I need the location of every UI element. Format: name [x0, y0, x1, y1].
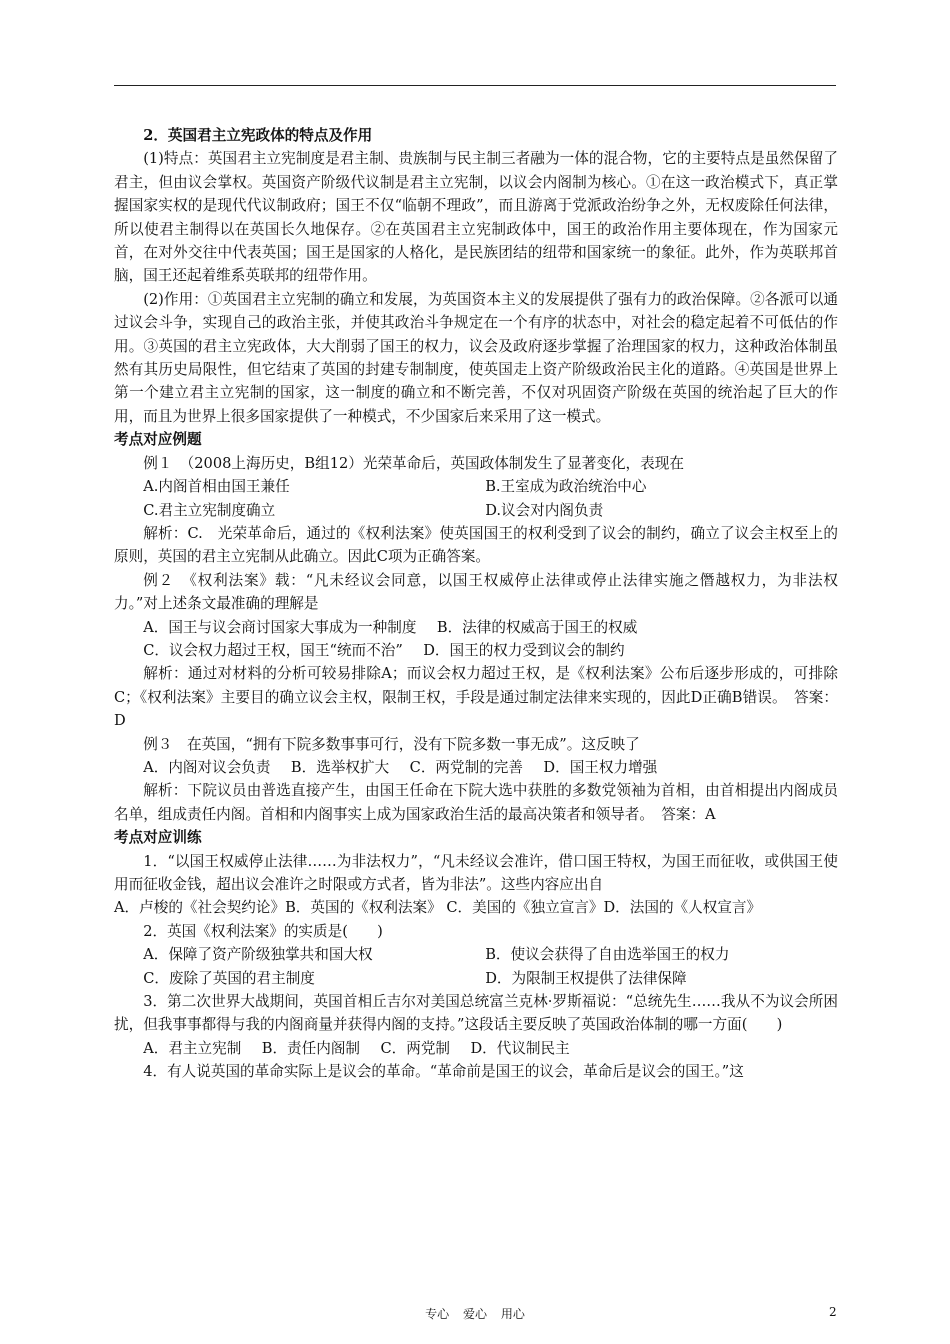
example-2-question: 例２ 《权利法案》载：“凡未经议会同意，以国王权威停止法律或停止法律实施之僭越权力，为非法权力。”对上述条文最准确的理解是	[114, 571, 838, 613]
example-3-options	[114, 756, 838, 779]
example-2-options-row-1	[114, 616, 838, 639]
examples-heading: 考点对应例题	[114, 431, 202, 449]
question-3-option-a: A．君主立宪制	[143, 1039, 242, 1057]
question-3-option-c: C．两党制	[380, 1039, 451, 1057]
question-3-option-d: D．代议制民主	[470, 1039, 570, 1057]
example-3-option-a: A．内阁对议会负责	[143, 758, 271, 776]
example-3-option-b: B．选举权扩大	[290, 758, 390, 776]
example-2-option-c: C．议会权力超过王权，国王“统而不治”	[143, 641, 403, 659]
example-1-option-a: A.内阁首相由国王兼任	[143, 478, 290, 496]
page-number: 2	[829, 1305, 837, 1319]
section-heading: 2．英国君主立宪政体的特点及作用	[143, 127, 373, 144]
example-1-question: 例１ （2008上海历史，B组12）光荣革命后，英国政体制发生了显著变化，表现在	[143, 454, 684, 472]
footer-word: 爱心	[462, 1307, 487, 1321]
example-1-option-c: C.君主立宪制度确立	[143, 501, 276, 519]
question-2-option-b: B．使议会获得了自由选举国王的权力	[485, 946, 730, 964]
example-1-option-b: B.王室成为政治统治中心	[485, 478, 647, 496]
example-3-question: 例３ 在英国，“拥有下院多数事事可行，没有下院多数一事无成”。这反映了	[143, 735, 640, 753]
question-2-option-a: A．保障了资产阶级独掌共和国大权	[143, 946, 373, 964]
question-2-options-row-2	[114, 967, 838, 990]
example-1-options-row-2	[114, 499, 838, 522]
question-3-options	[114, 1037, 838, 1060]
example-2-analysis: 解析：通过对材料的分析可较易排除A；而议会权力超过王权，是《权利法案》公布后逐步形成的，可排除C；《权利法案》主要目的确立议会主权，限制王权，手段是通过制定法律来实现的，因此D正确B错误。 答案：D	[114, 665, 838, 730]
page-body	[114, 124, 838, 1084]
example-1-analysis: 解析：C. 光荣革命后，通过的《权利法案》使英国国王的权利受到了议会的制约，确立了议会主权至上的原则，英国的君主立宪制从此确立。因此C项为正确答案。	[114, 524, 838, 566]
example-2-options-row-2	[114, 639, 838, 662]
question-3: 3．第二次世界大战期间，英国首相丘吉尔对美国总统富兰克林·罗斯福说：“总统先生……我从不为议会所困扰，但我事事都得与我的内阁商量并获得内阁的支持。”这段话主要反映了英国政治体制的哪一方面( )	[114, 993, 838, 1034]
example-3-option-c: C．两党制的完善	[409, 758, 523, 776]
footer-word: 专心	[425, 1307, 450, 1321]
footer-word: 用心	[500, 1307, 525, 1321]
training-heading: 考点对应训练	[114, 829, 202, 847]
question-2-option-d: D．为限制王权提供了法律保障	[485, 969, 687, 987]
question-3-option-b: B．责任内阁制	[261, 1039, 361, 1057]
example-3-analysis: 解析：下院议员由普选直接产生，由国王任命在下院大选中获胜的多数党领袖为首相，由首相提出内阁成员名单，组成责任内阁。首相和内阁事实上成为国家政治生活的最高决策者和领导者。 答案：A	[114, 782, 838, 823]
question-2-option-c: C．废除了英国的君主制度	[143, 969, 315, 987]
example-3-option-d: D．国王权力增强	[543, 758, 658, 776]
example-2-option-b: B．法律的权威高于国王的权威	[436, 618, 638, 636]
question-1: 1．“以国王权威停止法律……为非法权力”，“凡未经议会准许，借口国王特权，为国王而征收，或供国王使用而征收金钱，超出议会准许之时限或方式者，皆为非法”。这些内容应出自	[114, 852, 838, 893]
footer-motto	[0, 1305, 950, 1322]
question-1-options: A．卢梭的《社会契约论》B．英国的《权利法案》 C．美国的《独立宣言》D．法国的《人权宣言》	[114, 899, 762, 917]
question-4: 4．有人说英国的革命实际上是议会的革命。“革命前是国王的议会，革命后是议会的国王。”这	[143, 1063, 744, 1081]
question-2: 2．英国《权利法案》的实质是( )	[143, 922, 383, 940]
header-rule	[114, 85, 836, 86]
question-2-options-row-1	[114, 943, 838, 966]
example-1-option-d: D.议会对内阁负责	[485, 501, 604, 519]
features-paragraph: (1)特点：英国君主立宪制度是君主制、贵族制与民主制三者融为一体的混合物，它的主要特点是虽然保留了君主，但由议会掌权。英国资产阶级代议制是君主立宪制，以议会内阁制为核心。①在这一政治模式下，真正掌握国家实权的是现代代议制政府；国王不仅“临朝不理政”，而且游离于党派政治纷争之外，无权废除任何法律，所以使君主制得以在英国长久地保存。②在英国君主立宪制政体中，国王的政治作用主要体现在，作为国家元首，在对外交往中代表英国；国王是国家的人格化，是民族团结的纽带和国家统一的象征。此外，作为英联邦首脑，国王还起着维系英联邦的纽带作用。	[114, 150, 838, 285]
example-2-option-d: D．国王的权力受到议会的制约	[423, 641, 625, 659]
example-2-option-a: A．国王与议会商讨国家大事成为一种制度	[143, 618, 417, 636]
role-paragraph: (2)作用：①英国君主立宪制的确立和发展，为英国资本主义的发展提供了强有力的政治保障。②各派可以通过议会斗争，实现自己的政治主张，并使其政治斗争规定在一个有序的状态中，对社会的稳定起着不可低估的作用。③英国的君主立宪政体，大大削弱了国王的权力，议会及政府逐步掌握了治理国家的权力，这种政治体制虽然有其历史局限性，但它结束了英国的封建专制制度，使英国走上资产阶级政治民主化的道路。④英国是世界上第一个建立君主立宪制的国家，这一制度的确立和不断完善，不仅对巩固资产阶级在英国的统治起了巨大的作用，而且为世界上很多国家提供了一种模式，不少国家后来采用了这一模式。	[114, 290, 838, 425]
example-1-options-row-1	[114, 475, 838, 498]
